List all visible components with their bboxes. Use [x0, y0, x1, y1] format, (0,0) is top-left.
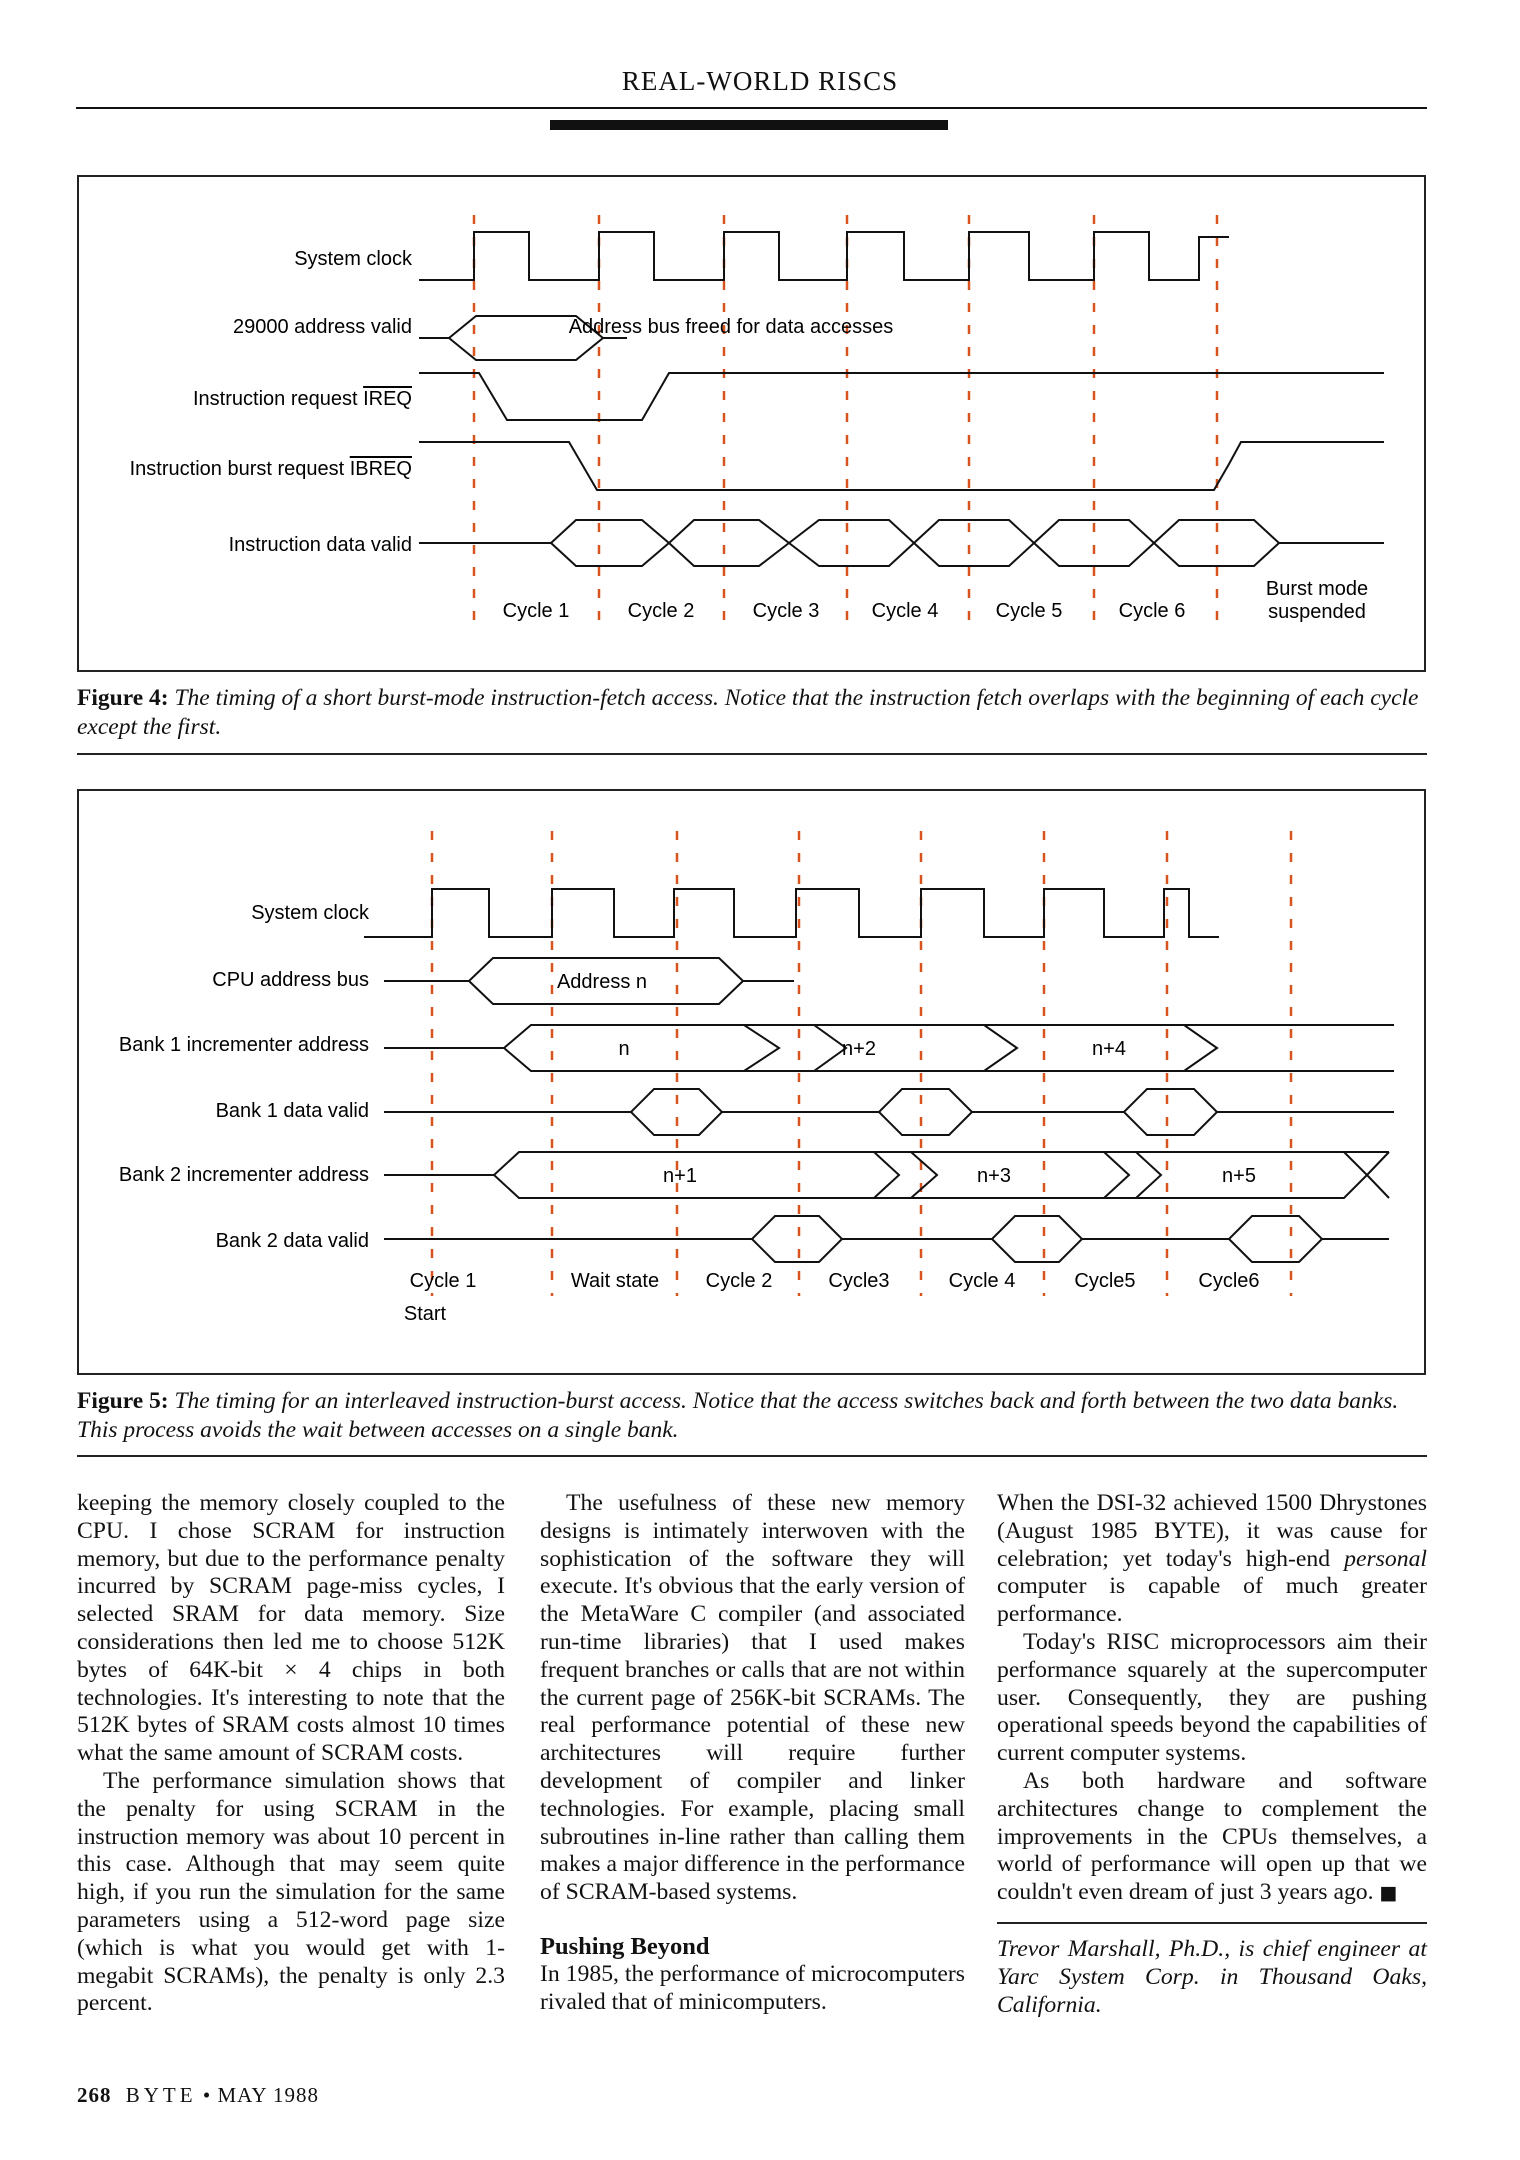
f5-bank2-data-wave — [384, 1216, 1389, 1262]
page-footer — [77, 2083, 319, 2108]
col2-paragraph-2: In 1985, the performance of microcomputers rivaled that of minicomputers. — [540, 1960, 965, 2015]
col3-paragraph-1: When the DSI-32 achieved 1500 Dhrystones (August 1985 BYTE), it was cause for celebration; yet today's high-end personal computer is capable of much greater performance. — [997, 1490, 1427, 1628]
issue-date: MAY 1988 — [217, 2083, 319, 2107]
f4-system-clock-wave — [419, 232, 1229, 280]
f5-bank1-n4: n+4 — [1092, 1038, 1126, 1060]
figure-5-caption — [77, 1387, 1427, 1445]
footer-separator: • — [202, 2083, 212, 2107]
f4-data-valid-wave — [419, 520, 1384, 543]
f5-start-label: Start — [403, 1303, 447, 1325]
f4-ireq-wave — [419, 373, 1384, 420]
f4-label-ireq: Instruction request IREQ — [193, 388, 412, 410]
figure-4-bottom-rule — [77, 753, 1427, 755]
section-heading: Pushing Beyond — [540, 1932, 710, 1960]
f5-cycle-3: Cycle3 — [828, 1270, 890, 1292]
author-bio: Trevor Marshall, Ph.D., is chief engineer at Yarc System Corp. in Thousand Oaks, California. — [997, 1935, 1427, 2018]
page-number: 268 — [77, 2083, 112, 2107]
f4-cycle-2: Cycle 2 — [627, 600, 695, 622]
f5-bank2-n1: n+1 — [663, 1165, 697, 1187]
col1-paragraph-1: keeping the memory closely coupled to the CPU. I chose SCRAM for instruction memory, but due to the performance penalty incurred by SCRAM page-miss cycles, I selected SRAM for data memory. Size considerations then led me to choose 512K bytes of 64K-bit × 4 chips in both technologies. It's interesting to note that the 512K bytes of SRAM costs almost 10 times what the same amount of SCRAM costs. — [77, 1490, 505, 1767]
f4-data-valid-wave-lower — [551, 543, 1279, 566]
f5-bank2-n3: n+3 — [977, 1165, 1011, 1187]
f5-label-cpu-address: CPU address bus — [212, 969, 369, 991]
figure-5 — [77, 789, 1426, 1375]
f4-bus-freed-note: Address bus freed for data accesses — [568, 316, 894, 338]
body-column-2 — [540, 1490, 965, 2017]
figure-5-caption-text: The timing for an interleaved instruction-burst access. Notice that the access switches back and forth between the two data banks. This process avoids the wait between accesses on a single bank. — [77, 1388, 1399, 1443]
f5-label-bank2-data: Bank 2 data valid — [215, 1230, 369, 1252]
f5-cycle-1: Cycle 1 — [409, 1270, 477, 1292]
f5-address-n: Address n — [556, 971, 648, 993]
col2-paragraph-1: The usefulness of these new memory designs is intimately interwoven with the sophistication of the software they will execute. It's obvious that the early version of the MetaWare C compiler (and associated run-time libraries) that I used makes frequent branches or calls that are not within the current page of 256K-bit SCRAMs. The real performance potential of these new architectures will require further development of compiler and linker technologies. For example, placing small subroutines in-line rather than calling them makes a major difference in the performance of SCRAM-based systems. — [540, 1490, 965, 1906]
figure-4 — [77, 175, 1426, 672]
f5-cycle-2: Cycle 2 — [705, 1270, 773, 1292]
figure-4-caption-label: Figure 4: — [77, 685, 169, 711]
f4-cycle-1: Cycle 1 — [502, 600, 570, 622]
f5-label-bank1-data: Bank 1 data valid — [215, 1100, 369, 1122]
f4-ibreq-wave — [419, 442, 1384, 490]
f5-bank1-n2: n+2 — [842, 1038, 876, 1060]
figure-5-cycle-markers — [432, 831, 1291, 1296]
f5-cycle-5: Cycle5 — [1074, 1270, 1136, 1292]
f5-label-bank2-address: Bank 2 incrementer address — [118, 1164, 369, 1186]
body-column-1 — [77, 1490, 505, 2018]
header-title: REAL-WORLD RISCS — [621, 66, 899, 96]
f4-label-data-valid: Instruction data valid — [228, 534, 412, 556]
f4-cycle-3: Cycle 3 — [752, 600, 820, 622]
f5-cycle-4: Cycle 4 — [948, 1270, 1016, 1292]
f5-label-system-clock: System clock — [251, 902, 369, 924]
f4-cycle-6: Cycle 6 — [1118, 600, 1186, 622]
f4-cycle-4: Cycle 4 — [871, 600, 939, 622]
col3-paragraph-2: Today's RISC microprocessors aim their performance squarely at the supercomputer user. Consequently, they are pushing operational speeds beyond the capabilities of current computer systems. — [997, 1628, 1427, 1767]
header-rule — [76, 107, 1427, 109]
f4-address-valid-wave-lower — [449, 338, 603, 360]
f4-cycle-5: Cycle 5 — [995, 600, 1063, 622]
f4-label-ibreq: Instruction burst request IBREQ — [129, 458, 412, 480]
f5-system-clock-wave — [364, 889, 1219, 937]
f5-wait-state: Wait state — [570, 1270, 660, 1292]
figure-4-caption-text: The timing of a short burst-mode instruction-fetch access. Notice that the instruction fetch overlaps with the beginning of each cycle except the first. — [77, 685, 1419, 740]
magazine-name: BYTE — [125, 2083, 197, 2107]
f5-bank1-n: n — [618, 1038, 630, 1060]
body-column-3 — [997, 1490, 1427, 2019]
end-mark-icon: ■ — [1379, 1882, 1398, 1905]
f4-burst-mode-label: Burst mode — [1265, 578, 1369, 600]
f5-bank1-data-wave — [384, 1089, 1394, 1135]
author-rule — [997, 1922, 1427, 1924]
f5-bank1-address-wave — [384, 1025, 1394, 1071]
f5-cycle-6: Cycle6 — [1198, 1270, 1260, 1292]
figure-5-bottom-rule — [77, 1455, 1427, 1457]
f4-label-address-valid: 29000 address valid — [232, 316, 412, 338]
f5-label-bank1-address: Bank 1 incrementer address — [118, 1034, 369, 1056]
col3-paragraph-3: As both hardware and software architectures change to complement the improvements in the CPUs themselves, a world of performance will open up that we couldn't even dream of just 3 years ago. ■ — [997, 1767, 1427, 1906]
figure-5-caption-label: Figure 5: — [77, 1388, 169, 1414]
header-bar — [550, 120, 948, 130]
col1-paragraph-2: The performance simulation shows that the penalty for using SCRAM in the instruction memory was about 10 percent in this case. Although that may seem quite high, if you run the simulation for the same parameters using a 512-word page size (which is what you would get with 1-megabit SCRAMs), the penalty is only 2.3 percent. — [77, 1767, 505, 2017]
figure-4-caption — [77, 684, 1427, 742]
f4-suspended-label: suspended — [1268, 601, 1366, 623]
f5-bank2-n5: n+5 — [1222, 1165, 1256, 1187]
f4-label-system-clock: System clock — [294, 248, 412, 270]
